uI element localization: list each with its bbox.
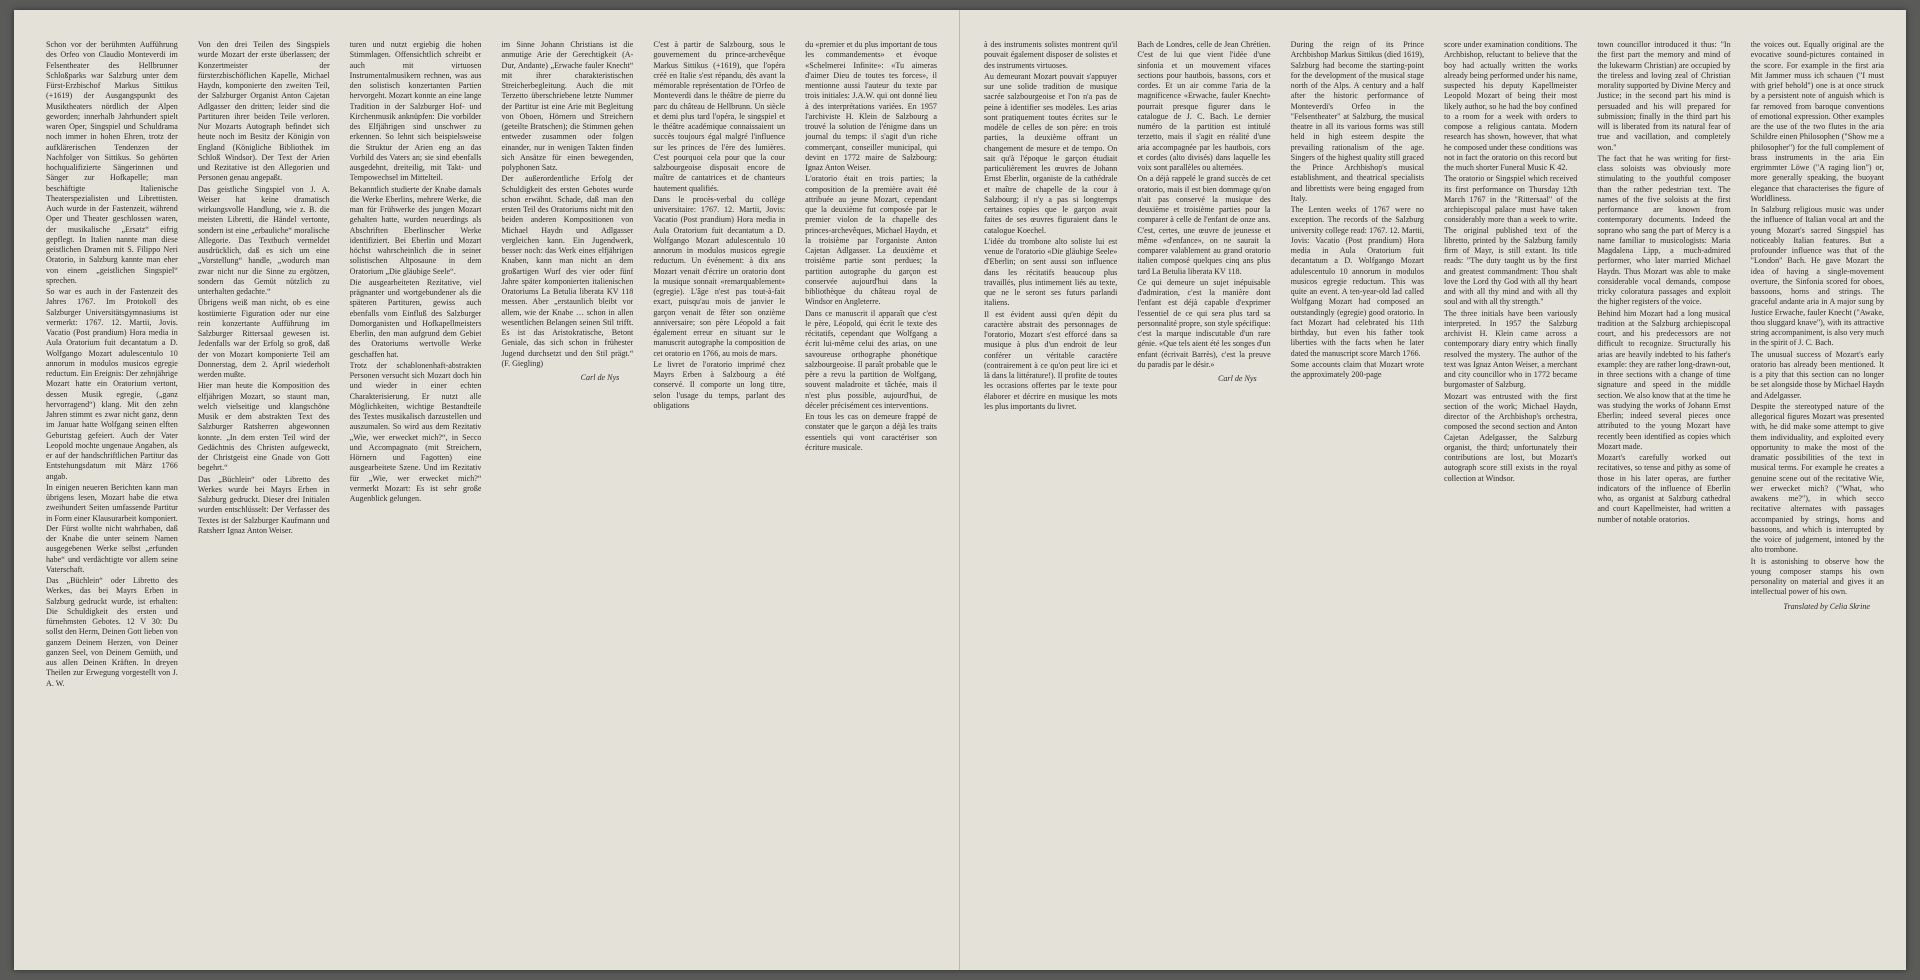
paragraph: town councillor introduced it thus: "In the first part the memory and mind of the lukewarm Christian) are occupied by the tireless and loving zeal of Christian morality supported by Divine Mercy and Justice; in the second part his mind is persuaded and his will prepared for submission; finally in the third part his will is liberated from its natural fear of true and vacillation, and completely won."	[1597, 40, 1731, 152]
text-column	[1137, 40, 1270, 960]
paragraph: Das „Büchlein“ oder Libretto des Werkes wurde bei Mayrs Erben in Salzburg gedruckt. Dieser drei Initialen wurden entschlüsselt: Der Verfasser des Textes ist der Salzburger Kaufmann und Ratsherr Ignaz Anton Weiser.	[197, 474, 330, 535]
right-page-columns	[984, 40, 1884, 948]
paragraph: It is astonishing to observe how the young composer stamps his own personality on material and gives it an intellectual power of his own.	[1750, 556, 1884, 597]
paragraph: Mozart's carefully worked out recitatives, so tense and pithy as some of those in his later operas, are further indicators of the influence of Eberlin who, as organist at Salzburg cathedral and court Kapellmeister, had written a number of notable oratorios.	[1597, 453, 1731, 524]
text-column	[46, 40, 178, 960]
paragraph: Der außerordentliche Erfolg der Schuldigkeit des ersten Gebotes wurde schon erwähnt. Schade, daß man den ersten Teil des Oratoriums nicht mit den beiden anderen Kompositionen von Michael Haydn und Adlgasser vergleichen kann. Ein Jugendwerk, besser noch: das Werk eines elfjährigen Knaben, kann man nicht an dem großartigen Wurf des vier oder fünf Jahre später komponierten italienischen Oratoriums La Betulia liberata KV 118 messen. Aber „erstaunlich bleibt vor allem, wie der Knabe … schon in allen wesentlichen Belangen seinen Stil trifft. Es ist das Aristokratische, Betont Geniale, das sich schon in frühester Jugend durchsetzt und den Stil prägt.“ (F. Giegling)	[501, 174, 634, 368]
paragraph: Some accounts claim that Mozart wrote the approximately 200-page	[1290, 359, 1424, 379]
paragraph: The three initials have been variously interpreted. In 1957 the Salzburg archivist H. Klein came across a contemporary diary entry which finally resolved the mystery. The author of the text was Ignaz Anton Weiser, a merchant and city councillor who in 1772 became burgomaster of Salzburg.	[1443, 308, 1578, 390]
paragraph: the voices out. Equally original are the evocative sound-pictures contained in the score. For example in the first aria Mit Jammer muss ich schauen ("I must with grief behold") one is at once struck by a persistent note of anguish which is far removed from baroque conventions of emotional expression. Other examples are the use of the two flutes in the aria Schildre einen Philosophen ("Show me a philosopher") for the full complement of brass instruments in the aria Ein ergrimmter Löwe ("A raging lion") or, more generally speaking, the buoyant elegance that characterises the figure of Worldliness.	[1750, 40, 1884, 203]
paragraph: Das geistliche Singspiel von J. A. Weiser hat keine dramatisch wirkungsvolle Handlung, wie z. B. die meisten Libretti, die Händel vertonte, sondern ist eine „erbauliche“ moralische Allegorie. Das Textbuch vermeldet ausdrücklich, daß es sich um eine „Vorstellung“ handle, „wodurch man zwar nicht nur die Sinne zu ergötzen, sondern das Gemüt nützlich zu unterhalten gedachte.“	[197, 184, 330, 296]
paragraph: Despite the stereotyped nature of the allegorical figures Mozart was presented with, he did make some attempt to give them individuality, and exploited every opportunity to make the most of the dramatic possibilities of the text in musical terms. For example he creates a genuine scene out of the recitative Wie, wer erwecket mich? ("What, who awakens me?"), in which secco recitative alternates with passages accompanied by strings, horns and bassoons, and which is interrupted by the voice of judgement, intoned by the alto trombone.	[1750, 401, 1884, 555]
paragraph: Bach de Londres, celle de Jean Chrétien. C'est de lui que vient l'idée d'une sinfonia et un mouvement vifaces sections pour hautbois, bassons, cors et cordes. Et un air comme l'aria de la magnificence «Erwache, fauler Knecht» pourrait presque figurer dans le catalogue de J. C. Bach. Le dernier numéro de la partition est intitulé terzetto, mais il s'agit en réalité d'une aria accompagnée par les hautbois, cors et cordes (alto divisés) dans laquelle les voix sont parallèles ou alternées.	[1137, 40, 1271, 172]
paragraph: Au demeurant Mozart pouvait s'appuyer sur une solide tradition de musique sacrée salzbourgeoise et l'on n'a pas de peine à identifier ses modèles. Les arias sont pratiquement toutes écrites sur le modèle de celles de son père: en trois parties, la deuxième offrant un changement de mesure et de tempo. On sait qu'à l'époque le garçon étudiait particulièrement les œuvres de Johann Ernst Eberlin, organiste de la cathédrale et maître de chapelle de la cour à Salzbourg; il n'y a pas si longtemps certaines copies que le garçon avait faites de ses œuvres figuraient dans le catalogue Koechel.	[984, 71, 1118, 235]
paragraph: turen und nutzt ergiebig die hohen Stimmlagen. Offensichtlich schreibt er auch mit virtuosen Instrumentalmusikern rechnen, was aus den solistisch konzertanten Partien hervorgeht. Mozart konnte an eine lange Tradition in der Salzburger Hof- und Kirchenmusik anknüpfen: Die vorbilder des Elfjährigen sind unschwer zu erkennen. So lehnt sich beispielsweise die Struktur der Arien eng an das Vorbild des Vaters an; sie sind ebenfalls ausgedehnt, dreiteilig, mit Takt- und Tempowechsel im Mittelteil.	[349, 40, 482, 183]
paragraph: im Sinne Johann Christians ist die anmutige Arie der Gerechtigkeit (A-Dur, Andante) „Erwache fauler Knecht“ mit ihrer charakteristischen Streicherbegleitung. Auch die mit Terzetto überschriebene letzte Nummer der Partitur ist eine Arie mit Begleitung von Oboen, Hörnern und Streichern (geteilte Bratschen); die Stimmen gehen entweder zusammen oder folgen einander, nur in wenigen Takten finden sich Ansätze für einen bewegenden, polyphonen Satz.	[501, 40, 634, 172]
paragraph: Das „Büchlein“ oder Libretto des Werkes, das bei Mayrs Erben in Salzburg gedruckt wurde, ist erhalten: Die Schuldigkeit des ersten und fürnehmsten Gebotes. 12 V 30: Du sollst den Herrn, Deinen Gott lieben von ganzem Deinem Herzen, von Deiner ganzen Seel, von Deinem Gemüth, und aus allen Deinen Kräften. In dreyen Theilen zur Erwegung vorgestellt von J. A. W.	[46, 576, 178, 688]
paragraph: The Lenten weeks of 1767 were no exception. The records of the Salzburg university college read: 1767. 12. Martii, Jovis: Vacatio (Post prandium) Hora media in Aula Oratorium fuit decantatum a D. Wolfgango Mozart adulescentulo 10 annorum in modulos musicos egregie reductum. This was quite an event. A ten-year-old lad called Wolfgang Mozart had composed an outstandingly (egregie) good oratorio. In fact Mozart had celebrated his 11th birthday, but even his father took liberties with the facts when he later dated the manuscript score March 1766.	[1290, 205, 1424, 358]
paragraph: In einigen neueren Berichten kann man übrigens lesen, Mozart habe die etwa zweihundert Seiten umfassende Partitur in Form einer Klausurarbeit komponiert. Der Fürst wollte nicht wahrhaben, daß der Knabe die unter seinem Namen ausgegebenen Werke selbst „erfunden habe“ und verdächtigte vor allem seine Vaterschaft.	[46, 482, 178, 574]
paragraph: L'oratorio était en trois parties; la composition de la première avait été attribuée au jeune Mozart, cependant que la deuxième fut composée par le premier violon de la chapelle des princes-archevêques, Michael Haydn, et la troisième par l'organiste Anton Cajetan Adlgasser. La deuxième et troisième partie sont perdues; la partition autographe du garçon est conservée aujourd'hui dans la bibliothèque du château royal de Windsor en Angleterre.	[805, 174, 937, 307]
text-column	[1444, 40, 1577, 960]
paragraph: Schon vor der berühmten Aufführung des Orfeo von Claudio Monteverdi im Felsentheater des Hellbrunner Schloßparks war Salzburg unter dem Fürst-Erzbischof Markus Sittikus (+1619) der Ausgangspunkt des Musiktheaters nördlich der Alpen geworden; innerhalb Jahrhundert spielt waren Oper, Singspiel und Schuldrama noch immer in hohen Ehren, trotz der aufklärerischen Tendenzen der Nachfolger von Sittikus. So gehörten hochqualifizierte Sängerinnen und Sänger zur Hofkapelle; man beschäftigte Italienische Theaterspezialisten und Librettisten. Auch wurde in der Fastenzeit, während Oper und Theater geschlossen waren, der musikalische „Ersatz“ eifrig gepflegt. In Italien nannte man diese geistlichen Dramen mit S. Filippo Neri Oratorio, in Salzburg kannte man eher von einem „geistlichen Singspiel“ sprechen.	[46, 40, 178, 285]
paragraph: Von den drei Teilen des Singspiels wurde Mozart der erste überlassen; der Konzertmeister der fürsterzbischöflichen Kapelle, Michael Haydn, komponierte den zweiten Teil, der Salzburger Organist Anton Cajetan Adlgasser den dritten; leider sind die Partituren ihrer beiden Teile verloren. Nur Mozarts Autograph befindet sich heute noch im Besitz der Königin von England (Königliche Bibliothek im Schloß Windsor). Der Text der Arien und Rezitative ist den Allegorien und Personen genau angepaßt.	[197, 40, 330, 183]
paragraph: The unusual success of Mozart's early oratorio has already been mentioned. It is a pity that this section can no longer be set alongside those by Michael Haydn and Adelgasser.	[1750, 349, 1884, 400]
paragraph: Hier man heute die Komposition des elfjährigen Mozart, so staunt man, welch vielseitige und klangschöne Musik er dem abstrakten Text des Salzburger Ratsherren abgewonnen konnte. „In dem ersten Teil wird der Gedächtnis des Christen aufgeweckt, der Christgeist eine Gnade von Gott begehrt.“	[197, 381, 330, 473]
paragraph: The fact that he was writing for first-class soloists was obviously more stimulating to the youthful composer than the rather pedestrian text. The names of the five soloists at the first performance are known from contemporary documents. Indeed the soprano who sang the part of Mercy is a name familiar to musicologists: Maria Magdalena Lipp, a much-admired performer, who later married Michael Haydn. Thus Mozart was able to make considerable vocal demands, compose tricky coloratura passages and exploit the higher registers of the voice.	[1597, 153, 1731, 307]
paragraph: Ce qui demeure un sujet inépuisable d'admiration, c'est la manière dont l'enfant est déjà capable d'exprimer l'essentiel de ce qui sera plus tard sa personnalité propre, son style spécifique: c'est la marque indiscutable d'un rare génie. «Que tels aient été les songes d'un enfant (écrivait Barrès), c'est la preuve du paradis par le désir.»	[1137, 277, 1271, 369]
text-column	[984, 40, 1117, 960]
paragraph: Dans ce manuscrit il apparaît que c'est le père, Léopold, qui écrit le texte des récitatifs, cependant que Wolfgang a écrit lui-même celui des arias, on une savoureuse orthographe phonétique salzbourgeoise. Il paraît probable que le père a revu la partition de Wolfgang, souvent maladroite et tâchée, mais il n'est plus possible, aujourd'hui, de déceler précisément ces interventions.	[805, 308, 937, 410]
paragraph: Mozart was entrusted with the first section of the work; Michael Haydn, director of the Archbishop's orchestra, composed the second section and Anton Cajetan Adelgasser, the Salzburg organist, the third; unfortunately their contributions are lost, but Mozart's autograph score still exists in the royal collection at Windsor.	[1443, 391, 1578, 483]
text-column	[1597, 40, 1730, 960]
paragraph: Dans le procès-verbal du collège universitaire: 1767. 12. Martii, Jovis: Vacatio (Post prandium) Hora media in Aula Oratorium fuit decantatum a D. Wolfgango Mozart adulescentulo 10 annorum in modulos musicos egregie reductum. Un événement: à dix ans Mozart venait d'écrire un oratorio dont la musique sonnait «remarquablement» (egregie). L'âge n'est pas tout-à-fait exact, puisqu'au mois de janvier le garçon venait de fêter son onzième anniversaire; son père Léopold a fait également erreur en situant sur le manuscrit autographe la composition de cet oratorio en 1766, au mois de mars.	[653, 194, 786, 358]
paragraph: L'idée du trombone alto soliste lui est venue de l'oratorio «Die gläubige Seele» d'Eberlin; on sent aussi son influence dans les récitatifs beaucoup plus travaillés, plus intimement liés au texte, que ne le seront ses futurs parlandi italiens.	[984, 236, 1118, 308]
paragraph: Bekanntlich studierte der Knabe damals die Werke Eberlins, mehrere Werke, die man für Frühwerke des jungen Mozart gehalten hatte, wurden neuerdings als Abschriften Eberlinscher Werke identifiziert. Bei Eberlin und Mozart höchst wahrscheinlich die in seiner solistischen Altposaune in dem Oratorium „Die gläubige Seele“.	[349, 184, 482, 276]
left-page-columns	[46, 40, 937, 948]
author-signature: Carl de Nys	[1217, 374, 1257, 383]
text-column	[805, 40, 937, 960]
text-column	[653, 40, 785, 960]
text-column	[350, 40, 482, 960]
text-column	[1751, 40, 1884, 960]
paragraph: C'est à partir de Salzbourg, sous le gouvernement du prince-archevêque Markus Sittikus (+1619), que l'opéra créé en Italie s'est répandu, dès avant la mémorable représentation de l'Orfeo de Monteverdi dans le théâtre de pierre du parc du château de Hellbrunn. Un siècle et demi plus tard l'opéra, le singspiel et le théâtre académique connaissaient un succès toujours égal malgré l'influence sur les princes de l'ère des lumières. C'est pourquoi cela pour que la cour salzbourgeoise disposait encore de maître de cantatrices et de chanteurs hautement qualifiés.	[653, 40, 786, 193]
paragraph: score under examination conditions. The Archbishop, reluctant to believe that the boy had actually written the works already being performed under his name, suspected his deputy Kapellmeister Leopold Mozart of being their most likely author, so he had the boy confined to a room for a week with orders to compose a religious cantata. Modern research has shown, however, that what he composed under these conditions was not in fact the oratorio on this record but the much shorter Funeral Music K 42.	[1443, 40, 1578, 172]
paragraph: Trotz der schablonenhaft-abstrakten Personen versucht sich Mozart doch hin und wieder in einer echten Charakterisierung. Er nutzt alle Möglichkeiten, wichtige Bestandteile des Textes musikalisch darzustellen und auszumalen. So wird aus dem Rezitativ „Wie, wer erwecket mich?“, in Secco und Accompagnato (mit Streichern, Hörnern und Fagotten) eine ausgearbeitete Szene. Und im Rezitativ für „Wie, wer erwecket mich?“ vermerkt Mozart: Es ist sehr große Augenblick gelungen.	[349, 360, 482, 503]
paragraph: à des instruments solistes montrent qu'il pouvait également disposer de solistes et des instruments virtuoses.	[984, 40, 1118, 70]
paragraph: During the reign of its Prince Archbishop Markus Sittikus (died 1619), Salzburg had become the starting-point for the development of the musical stage north of the Alps. A century and a half after the historic performance of Monteverdi's Orfeo in the "Felsentheater" at Salzburg, the musical theatre in all its various forms was still held in high esteem despite the prevailing rationalism of the age. Singers of the highest quality still graced the Prince Archbishop's musical establishment, and theatrical specialists and librettists were being engaged from Italy.	[1290, 40, 1424, 203]
text-column	[198, 40, 330, 960]
paragraph: Il est évident aussi qu'en dépit du caractère abstrait des personnages de l'oratorio, Mozart s'est efforcé dans sa musique à plus d'un endroit de leur conférer un véritable caractère (contrairement à ce qu'on peut lire ici et là dans la littérature!). Il profite de toutes les occasions offertes par le texte pour élaborer et décrire en musique les mots les plus importants du livret.	[984, 309, 1118, 411]
album-booklet-spread	[14, 10, 1906, 970]
right-page	[960, 10, 1906, 970]
paragraph: du «premier et du plus important de tous les commandements» et évoque «Schelmerei Infinite»: «Tu aimeras d'aimer Dieu de toutes tes forces», il mentionne aussi l'auteur du texte par trois initiales: J.A.W. qui ont donné lieu à des interprétations variées. En 1957 l'archiviste H. Klein de Salzbourg a trouvé la solution de l'énigme dans un journal du temps: il s'agit d'un riche commerçant, conseiller municipal, qui devint en 1772 maire de Salzbourg: Ignaz Anton Weiser.	[805, 40, 937, 172]
text-column	[501, 40, 633, 960]
paragraph: En tous les cas on demeure frappé de constater que le garçon a déjà les traits essentiels qui vont caractériser son écriture musicale.	[805, 412, 937, 452]
text-column	[1291, 40, 1424, 960]
left-page	[14, 10, 960, 970]
paragraph: The oratorio or Singspiel which received its first performance on Thursday 12th March 1767 in the "Rittersaal" of the archiepiscopal palace must have taken considerably more than a week to write. The original published text of the libretto, printed by the Salzburg family firm of Mayr, is still extant. Its title reads: "The duty taught us by the first and greatest commandment: Thou shalt love the Lord thy God with all thy heart and with all thy mind and with all thy soul and with all thy strength."	[1443, 174, 1578, 307]
paragraph: So war es auch in der Fastenzeit des Jahres 1767. Im Protokoll des Salzburger Universitätsgymnasiums ist vermerkt: 1767. 12. Martii, Jovis. Vacatio (Post prandium) Hora media in Aula Oratorium fuit decantatum a D. Wolfgango Mozart adulescentulo 10 annorum in modulos musicos egregie reductum. Ein Ereignis: Der zehnjährige Mozart hatte ein Oratorium vertont, dessen Musik egregie, („ganz hervorragend“) klang. Mit den zehn Jahren stimmt es zwar nicht ganz, denn im Januar hatte Wolfgang seinen elften Geburtstag gefeiert. Auch der Vater Leopold mochte ungenaue Angaben, als er auf der handschriftlichen Partitur das Entstehungsdatum mit März 1766 angab.	[46, 287, 178, 481]
paragraph: Die ausgearbeiteten Rezitative, viel prägnanter und wortgebundener als die späteren Partituren, gewiss auch ebenfalls vom Einfluß des Salzburger Domorganisten und Hofkapellmeisters Eberlin, den man aufgrund dem Gebiet des Oratoriums wertvolle Werke geschaffen hat.	[349, 277, 482, 359]
paragraph: Le livret de l'oratorio imprimé chez Mayrs Erben à Salzbourg a été conservé. Il comporte un long titre, selon l'usage du temps, parlant des obligations	[653, 359, 786, 410]
paragraph: Behind him Mozart had a long musical tradition at the Salzburg archiepiscopal court, and his predecessors are not difficult to recognize. Structurally his arias are heavily indebted to his father's example: they are rather long-drawn-out, in three sections with a change of time signature and speed in the middle section. We also know that at the time he was studying the works of Johann Ernst Eberlin; indeed several pieces once attributed to the young Mozart have recently been identified as copies which Mozart made.	[1597, 308, 1731, 451]
paragraph: In Salzburg religious music was under the influence of Italian vocal art and the young Mozart's sacred Singspiel has noticeably Italian features. But a profounder influence was that of the "London" Bach. He gave Mozart the idea of having a single-movement overture, the Sinfonia scored for oboes, bassoons, horns and strings. The graceful andante aria in A major sung by Justice Erwache, fauler Knecht ("Awake, thou sluggard knave"), with its attractive string accompaniment, is also very much in the spirit of J. C. Bach.	[1750, 205, 1884, 348]
author-signature: Carl de Nys	[580, 373, 620, 382]
paragraph: On a déjà rappelé le grand succès de cet oratorio, mais il est bien dommage qu'on n'ait pas conservé la musique des deuxième et troisième parties pour la comparer à celle de l'enfant de onze ans. C'est, certes, une œuvre de jeunesse et même «d'enfance», on ne saurait la comparer valablement au grand oratorio italien composé quelques cinq ans plus tard La Betulia liberata KV 118.	[1137, 174, 1271, 276]
paragraph: Übrigens weiß man nicht, ob es eine kostümierte Figuration oder nur eine rein konzertante Aufführung im Salzburger Rittersaal gewesen ist. Jedenfalls war der Erfolg so groß, daß der von Mozart komponierte Teil am Donnerstag, dem 2. April wiederholt werden mußte.	[197, 298, 330, 379]
author-signature: Translated by Celia Skrine	[1783, 601, 1870, 611]
